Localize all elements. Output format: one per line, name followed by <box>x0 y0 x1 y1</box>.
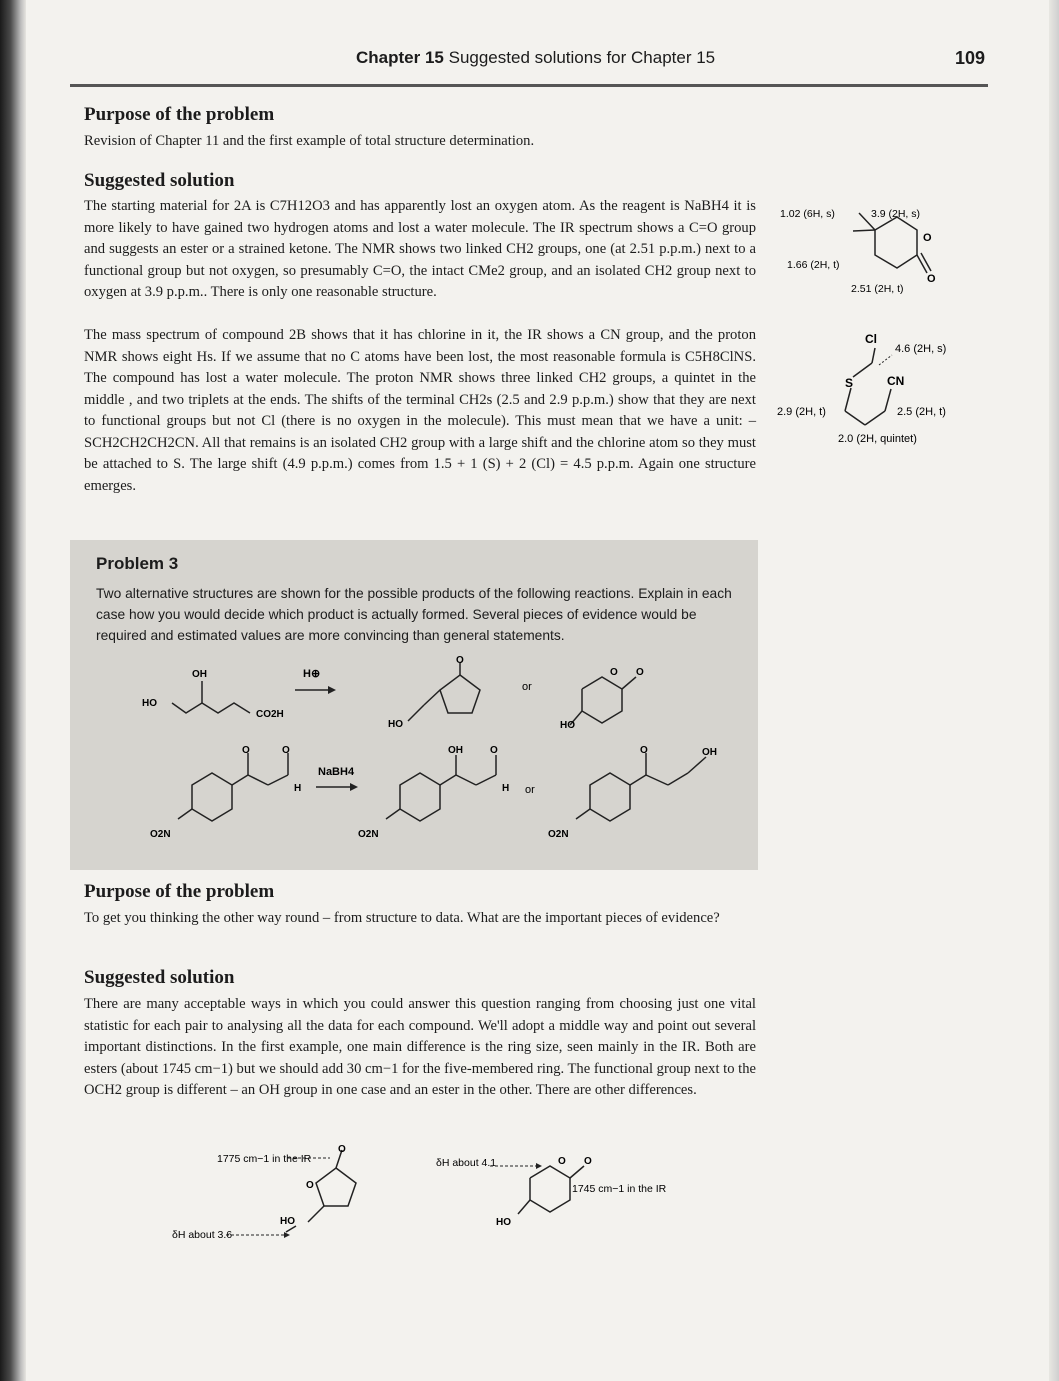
r1-p1-ho: HO <box>388 719 403 730</box>
purpose-heading-1: Purpose of the problem <box>84 104 275 125</box>
nmr-label-1-66: 1.66 (2H, t) <box>787 259 840 271</box>
b-atom-o3: O <box>558 1156 566 1167</box>
r2-p1-no2: O2N <box>358 829 379 840</box>
margin-structure-lactone-nmr <box>775 195 975 305</box>
page-edge <box>1049 0 1059 1381</box>
nmr-label-3-9: 3.9 (2H, s) <box>871 208 921 220</box>
label-dh-4-1: δH about 4.1 <box>436 1157 497 1169</box>
ir-nmr-comparison-diagram <box>160 1140 720 1240</box>
chlorine-atom: Cl <box>865 332 877 346</box>
solution-paragraph-1: The starting material for 2A is C7H12O3 and has apparently lost an oxygen atom. As the reagent is NaBH4 it is more likely to have gained two hydrogen atoms and lost a water molecule. The IR spectrum shows a C=O group and suggests an ester or a strained ketone. The NMR shows two linked CH2 groups, one (at 2.51 p.p.m.) next to a functional group but not oxygen, so presumably C=O, the intact CMe2 group, and an isolated CH2 group next to oxygen at 3.9 p.p.m.. There is only one reasonable structure. <box>84 198 756 300</box>
nmr-label-2-0: 2.0 (2H, quintet) <box>838 433 917 445</box>
page-number: 109 <box>955 48 986 68</box>
purpose-text-1: Revision of Chapter 11 and the first example of total structure determination. <box>84 133 535 149</box>
r2-p2-no2: O2N <box>548 829 569 840</box>
purpose-heading-2: Purpose of the problem <box>84 881 275 902</box>
r2-p2-o: O <box>640 745 648 756</box>
r2-p1-h: H <box>502 783 510 794</box>
label-ir-1775: 1775 cm−1 in the IR <box>217 1153 312 1165</box>
problem-3-text: Two alternative structures are shown for the possible products of the following reactions. Explain in each case how you would decide which product is actually formed. Several pieces of evidence would be required and estimated values are more convincing than general statements. <box>96 586 732 643</box>
solution-paragraph-3: There are many acceptable ways in which you could answer this question ranging from choosing just one vital statistic for each pair to analysing all the data for each compound. We'll adopt a middle way and point out several important distinctions. In the first example, one main difference is the ring size, seen mainly in the IR. Both are esters (about 1745 cm−1) but we should add 30 cm−1 for the five-membered ring. The functional group next to the OCH2 group is different – an OH group in one case and an ester in the other. There are other differences. <box>84 996 756 1098</box>
margin-structure-thioether-nmr <box>775 325 985 455</box>
r1-p2-o2: O <box>636 667 644 678</box>
nmr-label-4-6: 4.6 (2H, s) <box>895 343 947 355</box>
label-ir-1745: 1745 cm−1 in the IR <box>572 1183 667 1195</box>
r2-o1: O <box>242 745 250 756</box>
r1-p1-o: O <box>456 655 464 666</box>
header-rule <box>70 84 988 87</box>
carbonyl-oxygen-atom: O <box>927 273 936 285</box>
r2-h: H <box>294 783 302 794</box>
problem-3-title: Problem 3 <box>96 554 179 573</box>
nmr-label-2-9: 2.9 (2H, t) <box>777 406 826 418</box>
purpose-text-2: To get you thinking the other way round – from structure to data. What are the important pieces of evidence? <box>84 910 720 926</box>
r1-reagent: H⊕ <box>303 668 321 680</box>
solution-heading-2: Suggested solution <box>84 967 235 988</box>
solution-heading-1: Suggested solution <box>84 170 235 191</box>
r1-p2-ho: HO <box>560 720 575 731</box>
r2-p1-o: O <box>490 745 498 756</box>
nmr-label-2-5: 2.5 (2H, t) <box>897 406 946 418</box>
chapter-title: Suggested solutions for Chapter 15 <box>448 48 716 67</box>
r1-co2h: CO2H <box>256 709 284 720</box>
r2-or: or <box>525 784 535 796</box>
sulfur-atom: S <box>845 376 854 390</box>
r2-p1-oh: OH <box>448 745 463 756</box>
running-header <box>356 48 715 68</box>
nmr-label-1-02: 1.02 (6H, s) <box>780 208 835 220</box>
b-atom-o2: O <box>306 1180 314 1191</box>
r1-oh: OH <box>192 669 207 680</box>
r2-o2: O <box>282 745 290 756</box>
b-atom-ho2: HO <box>496 1217 511 1228</box>
nmr-label-2-51: 2.51 (2H, t) <box>851 283 904 295</box>
book-spine-shadow <box>0 0 26 1381</box>
chapter-label: Chapter 15 <box>356 48 444 67</box>
reaction-2-scheme <box>150 745 750 845</box>
nitrile-group: CN <box>887 374 905 388</box>
r2-reagent: NaBH4 <box>318 766 355 778</box>
r2-p2-oh: OH <box>702 747 717 758</box>
r1-ho: HO <box>142 698 157 709</box>
solution-paragraph-2: The mass spectrum of compound 2B shows that it has chlorine in it, the IR shows a CN group, and the proton NMR shows eight Hs. If we assume that no C atoms have been lost, the most reasonable formula is C5H8ClNS. The compound has lost a water molecule. The proton NMR shows three linked CH2 groups, a quintet in the middle , and two triplets at the ends. The shifts of the terminal CH2s (2.5 and 2.9 p.p.m.) show that they are next to functional groups but not Cl (there is no oxygen in the molecule). This must mean that we have a unit: –SCH2CH2CH2CN. All that remains is an isolated CH2 group with a large shift and the chlorine atom so they must be attached to S. The large shift (4.9 p.p.m.) comes from 1.5 + 1 (S) + 2 (Cl) = 4.5 p.p.m. Again one structure emerges. <box>84 327 756 494</box>
label-dh-3-6: δH about 3.6 <box>172 1229 233 1240</box>
r2-no2: O2N <box>150 829 171 840</box>
r1-p2-o1: O <box>610 667 618 678</box>
r1-or: or <box>522 681 532 693</box>
b-atom-o1: O <box>338 1144 346 1155</box>
b-atom-ho1: HO <box>280 1216 295 1227</box>
ring-oxygen-atom: O <box>923 232 932 244</box>
reaction-1-scheme <box>140 655 750 740</box>
b-atom-o4: O <box>584 1156 592 1167</box>
